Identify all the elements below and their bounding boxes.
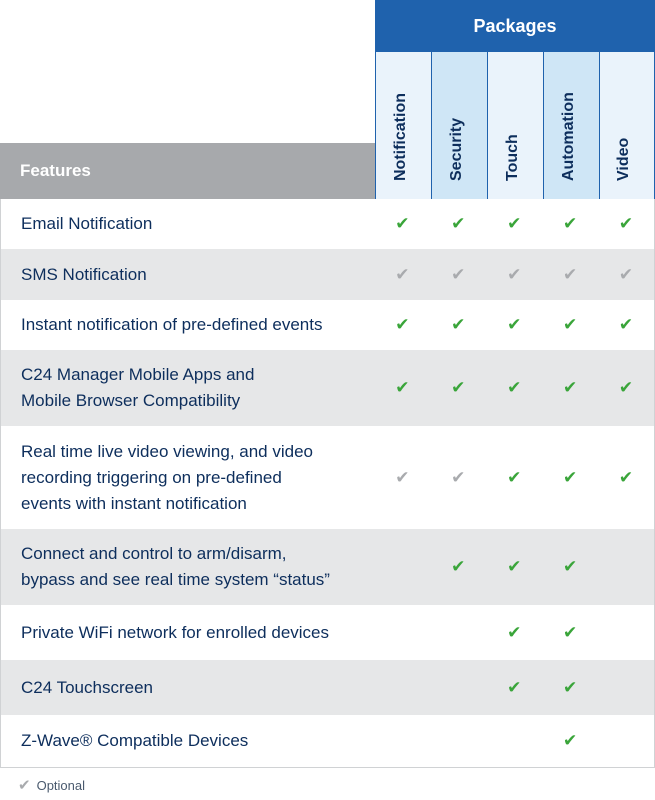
package-column-security (431, 52, 487, 199)
included-check-icon: ✔ (507, 214, 522, 233)
package-cell (486, 265, 542, 285)
included-check-icon: ✔ (507, 467, 522, 487)
feature-name (1, 362, 374, 414)
feature-line: recording triggering on pre-defined (21, 467, 282, 487)
package-cell (430, 265, 486, 285)
optional-check-icon: ✔ (507, 264, 522, 284)
package-column-notification (375, 52, 431, 199)
package-column-touch (487, 52, 543, 199)
included-check-icon: ✔ (562, 557, 578, 576)
package-cell (542, 731, 598, 751)
feature-line: C24 Manager Mobile Apps and (21, 365, 255, 384)
included-check-icon: ✔ (562, 315, 578, 334)
optional-check-icon: ✔ (618, 264, 634, 284)
included-check-icon: ✔ (618, 214, 634, 233)
feature-line: Connect and control to arm/disarm, (21, 544, 287, 563)
feature-line: Z-Wave® Compatible Devices (21, 731, 249, 750)
table-row (1, 199, 654, 249)
included-check-icon: ✔ (618, 378, 634, 397)
included-check-icon: ✔ (395, 214, 410, 233)
package-cell (486, 315, 542, 335)
included-check-icon: ✔ (451, 214, 466, 233)
table-row (1, 660, 654, 715)
table-row (1, 300, 654, 350)
package-cell (430, 468, 486, 488)
included-check-icon: ✔ (562, 677, 578, 697)
feature-name (1, 728, 374, 754)
package-cell (486, 378, 542, 398)
optional-check-icon: ✔ (395, 467, 410, 487)
package-cell (598, 265, 654, 285)
included-check-icon: ✔ (562, 622, 578, 642)
table-row (1, 529, 654, 605)
optional-check-icon: ✔ (562, 264, 578, 284)
feature-name (1, 262, 374, 288)
package-cell (542, 468, 598, 488)
package-cell (542, 623, 598, 643)
legend-label: Optional (36, 777, 85, 793)
included-check-icon: ✔ (451, 378, 466, 397)
legend (18, 776, 85, 794)
table-row (1, 715, 654, 767)
feature-name (1, 620, 374, 646)
included-check-icon: ✔ (507, 315, 522, 334)
table-row (1, 605, 654, 660)
feature-name (1, 211, 374, 237)
included-check-icon: ✔ (507, 378, 522, 397)
package-cell (598, 315, 654, 335)
included-check-icon: ✔ (562, 731, 578, 750)
package-label: Security (447, 117, 465, 181)
included-check-icon: ✔ (618, 315, 634, 334)
package-column-automation (543, 52, 599, 199)
feature-line: SMS Notification (21, 264, 147, 284)
optional-check-icon: ✔ (395, 264, 410, 284)
package-cell (542, 378, 598, 398)
included-check-icon: ✔ (395, 315, 410, 334)
features-header (0, 143, 375, 199)
package-cell (374, 378, 430, 398)
included-check-icon: ✔ (451, 315, 466, 334)
package-label: Notification (391, 93, 409, 181)
package-cell (430, 315, 486, 335)
feature-name (1, 541, 374, 593)
included-check-icon: ✔ (451, 557, 466, 576)
package-cell (430, 557, 486, 577)
package-cell (374, 468, 430, 488)
package-cell (598, 468, 654, 488)
package-cell (486, 214, 542, 234)
package-cell (374, 315, 430, 335)
included-check-icon: ✔ (507, 677, 522, 697)
feature-line: Private WiFi network for enrolled devices (21, 622, 330, 642)
package-cell (542, 315, 598, 335)
package-cell (374, 214, 430, 234)
package-cell (486, 623, 542, 643)
package-cell (430, 214, 486, 234)
package-cell (486, 678, 542, 698)
included-check-icon: ✔ (507, 557, 522, 576)
package-cell (598, 378, 654, 398)
feature-line: Mobile Browser Compatibility (21, 391, 241, 410)
table-row (1, 249, 654, 300)
package-cell (374, 265, 430, 285)
check-icon: ✔ (18, 777, 31, 794)
packages-header (375, 0, 655, 52)
feature-name (1, 312, 374, 338)
package-label: Video (615, 137, 632, 181)
package-column-video (599, 52, 655, 199)
included-check-icon: ✔ (395, 378, 410, 397)
table-row (1, 426, 654, 529)
included-check-icon: ✔ (562, 214, 578, 233)
table-row (1, 350, 654, 426)
optional-check-icon: ✔ (451, 264, 466, 284)
included-check-icon: ✔ (507, 622, 522, 642)
package-cell (430, 378, 486, 398)
package-cell (542, 557, 598, 577)
included-check-icon: ✔ (562, 378, 578, 397)
package-label: Automation (559, 92, 577, 181)
package-cell (598, 214, 654, 234)
included-check-icon: ✔ (562, 467, 578, 487)
feature-line: events with instant notification (21, 493, 247, 513)
features-title: Features (20, 161, 91, 180)
package-cell (542, 214, 598, 234)
feature-line: C24 Touchscreen (21, 677, 153, 697)
feature-name (1, 675, 374, 701)
included-check-icon: ✔ (618, 467, 634, 487)
feature-line: Email Notification (21, 214, 153, 233)
feature-name (1, 439, 374, 517)
feature-line: Instant notification of pre-defined events (21, 315, 323, 334)
package-cell (542, 265, 598, 285)
packages-title: Packages (473, 15, 557, 36)
package-label: Touch (503, 134, 521, 181)
feature-line: Real time live video viewing, and video (21, 441, 313, 461)
feature-line: bypass and see real time system “status” (21, 570, 330, 589)
optional-check-icon: ✔ (451, 467, 466, 487)
features-table (0, 199, 655, 768)
package-cell (486, 557, 542, 577)
package-cell (486, 468, 542, 488)
package-cell (542, 678, 598, 698)
